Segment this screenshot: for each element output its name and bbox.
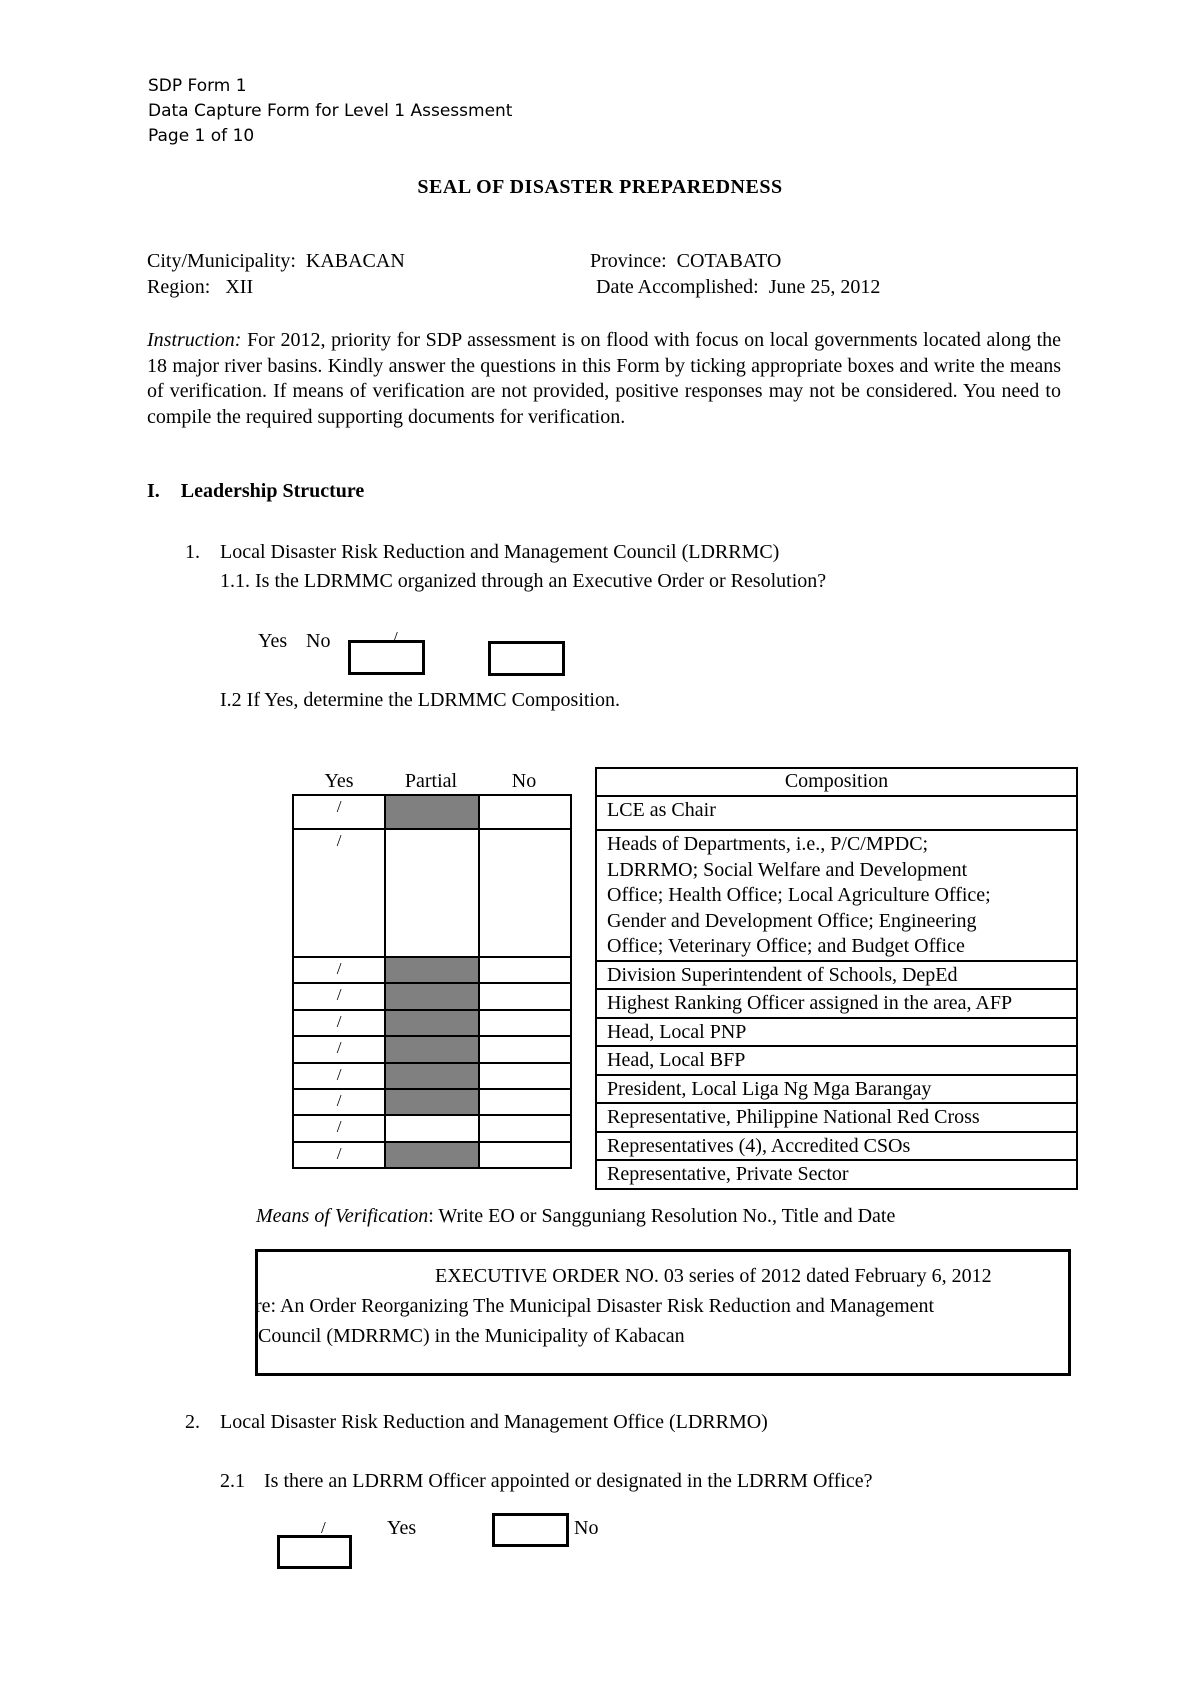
- composition-header-row: [596, 768, 1077, 796]
- q21-yes-tick: /: [321, 1518, 326, 1537]
- composition-cell: President, Local Liga Ng Mga Barangay: [596, 1075, 1077, 1104]
- no-cell[interactable]: [479, 1142, 571, 1168]
- col-header-partial: Partial: [404, 770, 458, 792]
- date-row: [596, 276, 880, 299]
- item2-number: 2.: [185, 1411, 200, 1433]
- q21-no-label: No: [574, 1517, 599, 1539]
- composition-row: [596, 796, 1077, 830]
- province-value: COTABATO: [676, 250, 782, 272]
- instruction-text: For 2012, priority for SDP assessment is on flood with focus on local governments located along the 18 major river basins. Kindly answer the questions in this Form by ticking appropriate boxes and write the means of verification. If means of verification are not provided, positive responses may not be considered. You need to compile the required supporting documents for verification.: [147, 329, 1062, 428]
- mov-text: : Write EO or Sangguniang Resolution No., Title and Date: [428, 1205, 896, 1227]
- no-cell[interactable]: [479, 983, 571, 1010]
- mov-label: Means of Verification: [256, 1205, 429, 1227]
- yes-cell[interactable]: /: [293, 983, 385, 1010]
- composition-row: [596, 1103, 1077, 1132]
- composition-row: [596, 830, 1077, 961]
- checkbox-row: [293, 1115, 571, 1142]
- date-label: Date Accomplished:: [596, 276, 759, 298]
- item1-title: Local Disaster Risk Reduction and Management Council (LDRRMC): [220, 541, 780, 563]
- item2-title: Local Disaster Risk Reduction and Management Office (LDRRMO): [220, 1411, 768, 1433]
- no-cell[interactable]: [479, 1036, 571, 1063]
- yes-cell[interactable]: /: [293, 1010, 385, 1036]
- q21-no-checkbox[interactable]: [492, 1513, 569, 1547]
- composition-line: Office; Health Office; Local Agriculture Office;: [607, 884, 991, 906]
- checkbox-row: [293, 1010, 571, 1036]
- yes-cell[interactable]: /: [293, 1089, 385, 1115]
- instruction-label: Instruction:: [147, 329, 242, 351]
- item1-number: 1.: [185, 541, 200, 563]
- composition-line: Heads of Departments, i.e., P/C/MPDC;: [607, 833, 929, 855]
- yes-label: Yes: [258, 630, 288, 652]
- composition-row: [596, 1160, 1077, 1189]
- composition-cell: Head, Local BFP: [596, 1046, 1077, 1075]
- composition-cell: Representative, Philippine National Red Cross: [596, 1103, 1077, 1132]
- region-label: Region:: [147, 276, 211, 298]
- composition-table: [595, 767, 1078, 1190]
- page-number: Page 1 of 10: [148, 126, 255, 146]
- checkbox-row: [293, 1142, 571, 1168]
- composition-cell: Representative, Private Sector: [596, 1160, 1077, 1189]
- q21-yes-checkbox[interactable]: [277, 1535, 352, 1569]
- mov-answer-line-1: EXECUTIVE ORDER NO. 03 series of 2012 dated February 6, 2012: [435, 1265, 992, 1287]
- partial-cell[interactable]: [385, 983, 478, 1010]
- col-header-composition: Composition: [596, 768, 1077, 796]
- no-cell[interactable]: [479, 957, 571, 983]
- section-number: I.: [147, 480, 160, 502]
- question-1-1: 1.1. Is the LDRMMC organized through an Executive Order or Resolution?: [220, 570, 827, 592]
- q11-no-checkbox[interactable]: [488, 641, 565, 676]
- q21-yes-label: Yes: [387, 1517, 417, 1539]
- no-cell[interactable]: [479, 829, 571, 957]
- composition-row: [596, 1046, 1077, 1075]
- yes-cell[interactable]: /: [293, 795, 385, 829]
- partial-cell[interactable]: [385, 957, 478, 983]
- date-value: June 25, 2012: [768, 276, 881, 298]
- composition-cell: [596, 830, 1077, 961]
- mov-answer-line-3: Council (MDRRMC) in the Municipality of Kabacan: [258, 1325, 685, 1347]
- partial-cell[interactable]: [385, 1036, 478, 1063]
- yes-cell[interactable]: /: [293, 957, 385, 983]
- checkbox-row: [293, 795, 571, 829]
- section-title: Leadership Structure: [180, 480, 365, 502]
- mov-row: [256, 1205, 895, 1228]
- city-row: [147, 250, 405, 273]
- no-cell[interactable]: [479, 795, 571, 829]
- composition-row: [596, 989, 1077, 1018]
- q11-yes-checkbox[interactable]: [348, 640, 425, 675]
- instruction-paragraph: [147, 328, 1061, 430]
- composition-cell: LCE as Chair: [596, 796, 1077, 830]
- checkbox-table: [292, 794, 572, 1169]
- composition-row: [596, 1075, 1077, 1104]
- composition-line: Office; Veterinary Office; and Budget Office: [607, 935, 965, 957]
- partial-cell[interactable]: [385, 1142, 478, 1168]
- partial-cell[interactable]: [385, 1010, 478, 1036]
- checkbox-row: [293, 1036, 571, 1063]
- mov-answer-line-2: re: An Order Reorganizing The Municipal Disaster Risk Reduction and Management: [255, 1295, 935, 1317]
- province-label: Province:: [590, 250, 667, 272]
- mov-answer-box[interactable]: [255, 1249, 1071, 1376]
- composition-cell: Highest Ranking Officer assigned in the area, AFP: [596, 989, 1077, 1018]
- no-cell[interactable]: [479, 1010, 571, 1036]
- composition-cell: Division Superintendent of Schools, DepEd: [596, 961, 1077, 990]
- no-label: No: [306, 630, 331, 652]
- section-heading: [147, 480, 364, 503]
- checkbox-row: [293, 829, 571, 957]
- yes-cell[interactable]: /: [293, 1063, 385, 1089]
- col-header-no: No: [511, 770, 537, 792]
- city-value: KABACAN: [305, 250, 405, 272]
- composition-row: [596, 1132, 1077, 1161]
- yes-cell[interactable]: /: [293, 1142, 385, 1168]
- composition-row: [596, 961, 1077, 990]
- region-row: [147, 276, 253, 299]
- composition-line: Gender and Development Office; Engineering: [607, 909, 977, 932]
- form-number: SDP Form 1: [148, 76, 247, 96]
- no-cell[interactable]: [479, 1089, 571, 1115]
- composition-cell: Representatives (4), Accredited CSOs: [596, 1132, 1077, 1161]
- composition-row: [596, 1018, 1077, 1047]
- checkbox-row: [293, 957, 571, 983]
- partial-cell[interactable]: [385, 1063, 478, 1089]
- city-label: City/Municipality:: [147, 250, 296, 272]
- checkbox-row: [293, 983, 571, 1010]
- question-2-1: Is there an LDRRM Officer appointed or designated in the LDRRM Office?: [264, 1470, 873, 1492]
- form-title: Data Capture Form for Level 1 Assessment: [148, 101, 513, 121]
- partial-cell[interactable]: [385, 1115, 478, 1142]
- no-cell[interactable]: [479, 1063, 571, 1089]
- no-cell[interactable]: [479, 1115, 571, 1142]
- composition-cell: Head, Local PNP: [596, 1018, 1077, 1047]
- yes-cell[interactable]: /: [293, 1036, 385, 1063]
- question-2-1-number: 2.1: [220, 1470, 245, 1492]
- col-header-yes: Yes: [324, 770, 354, 792]
- region-value: XII: [225, 276, 254, 298]
- question-1-2: I.2 If Yes, determine the LDRMMC Composition.: [220, 689, 620, 711]
- document-title: SEAL OF DISASTER PREPAREDNESS: [417, 176, 783, 198]
- partial-cell[interactable]: [385, 829, 478, 957]
- partial-cell[interactable]: [385, 795, 478, 829]
- checkbox-row: [293, 1063, 571, 1089]
- partial-cell[interactable]: [385, 1089, 478, 1115]
- composition-line: LDRRMO; Social Welfare and Development: [607, 858, 968, 881]
- yes-cell[interactable]: /: [293, 1115, 385, 1142]
- q11-yes-tick: /: [393, 628, 398, 647]
- checkbox-row: [293, 1089, 571, 1115]
- yes-cell[interactable]: /: [293, 829, 385, 957]
- province-row: [590, 250, 781, 273]
